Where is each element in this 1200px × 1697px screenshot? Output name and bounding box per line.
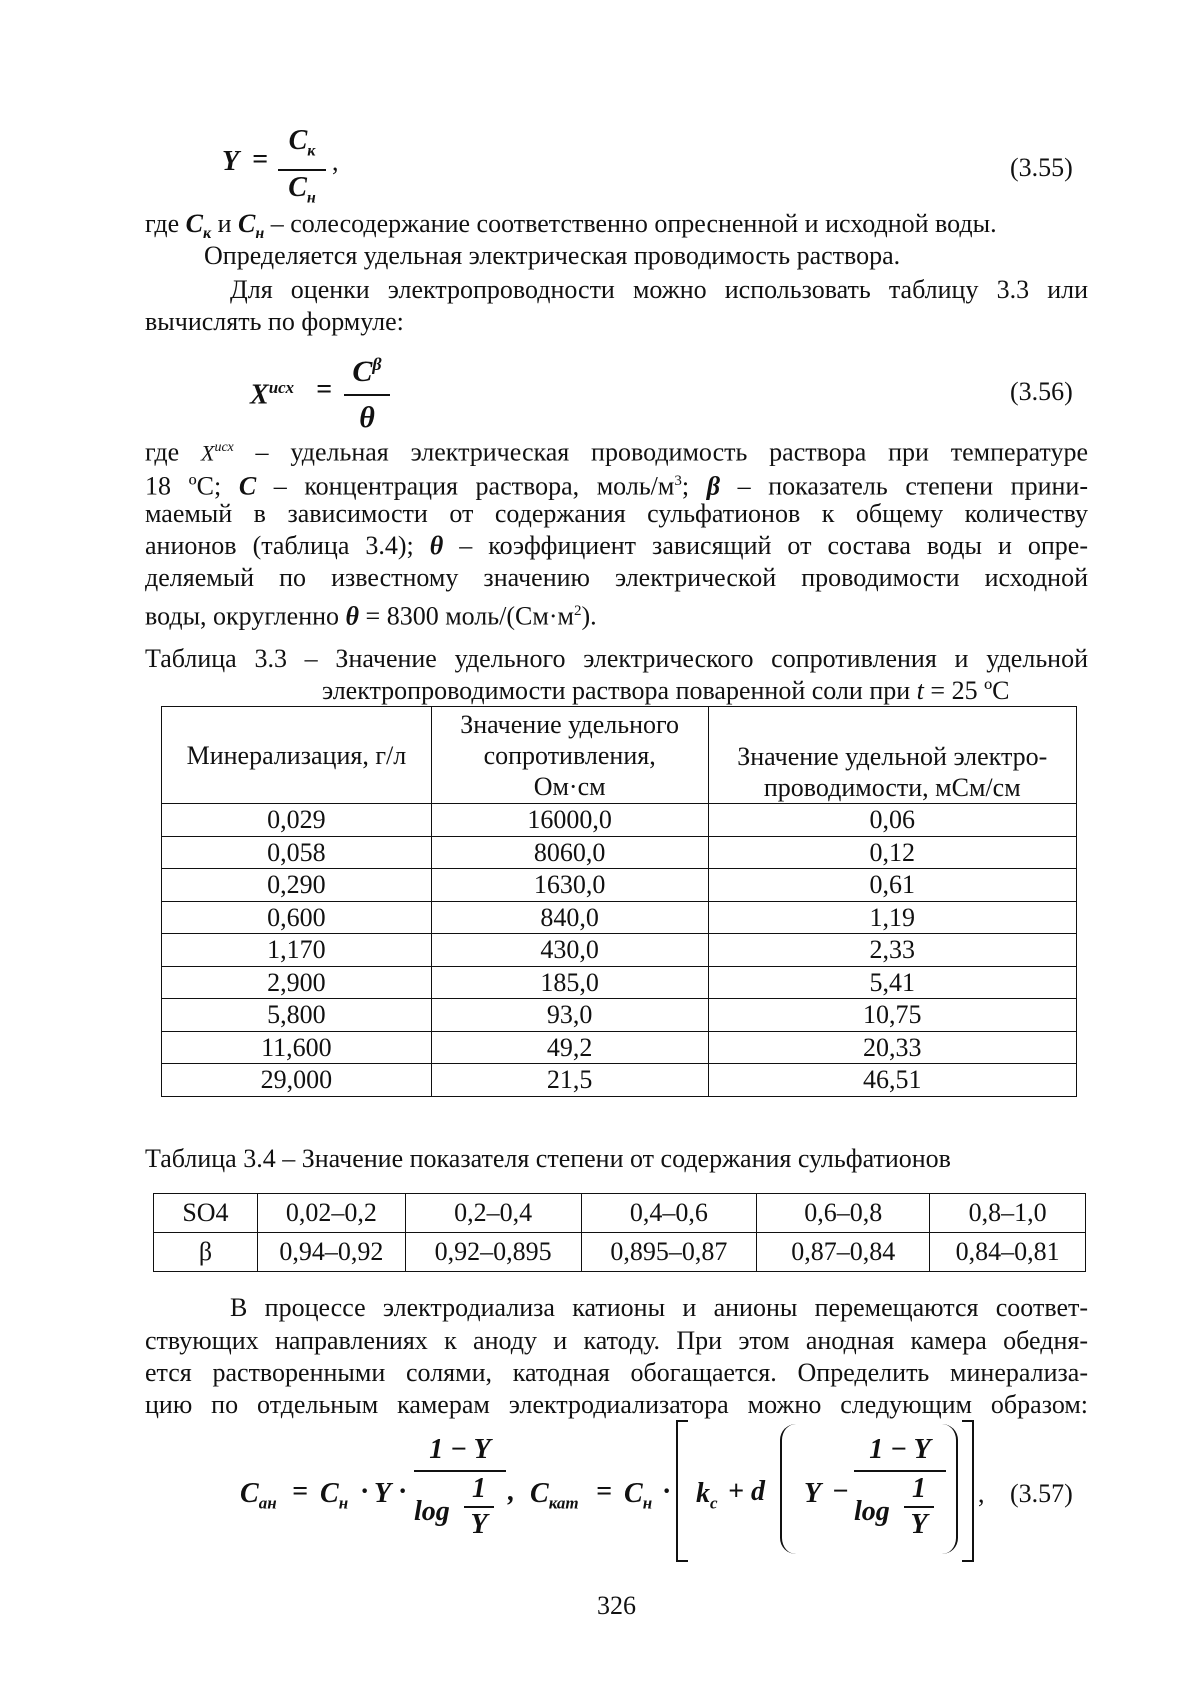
formula-355-lhs: Y	[222, 146, 240, 177]
table-cell: 0,029	[162, 804, 432, 837]
formula-3-56	[250, 342, 410, 438]
formula-3-57	[240, 1420, 960, 1570]
table-3-4	[153, 1193, 1086, 1272]
formula-357-plus-d: + d	[728, 1476, 765, 1507]
table-cell: SO4	[154, 1194, 258, 1233]
table-cell: 0,4–0,6	[581, 1194, 757, 1233]
formula-357-eq2: =	[596, 1476, 612, 1507]
formula-357-paren-left	[780, 1424, 798, 1554]
table-row-so4	[154, 1194, 1086, 1233]
formula-357-frac1	[414, 1430, 506, 1562]
formula-357-eq1: =	[292, 1476, 308, 1507]
formula-356-num: $C^\beta$	[344, 342, 390, 396]
equation-number-3-57: (3.57)	[1010, 1479, 1073, 1508]
table-cell: 21,5	[431, 1064, 708, 1097]
paragraph-conductivity-determined: Определяется удельная электрическая проводимость раствора.	[204, 241, 901, 270]
table-cell: 0,8–1,0	[930, 1194, 1086, 1233]
formula-357-c-n1: $C_н$	[320, 1478, 349, 1513]
table-row	[162, 901, 1077, 934]
table-cell: 0,94–0,92	[257, 1233, 405, 1272]
table-row	[162, 804, 1077, 837]
table-header-resistance: Значение удельного сопротивления, Ом·см	[431, 707, 708, 804]
table-header-row	[162, 707, 1077, 804]
formula-356-fraction	[344, 342, 390, 440]
paragraph-where-line2: 18 ºС; C – концентрация раствора, моль/$м^3$; β – показатель степени прини-	[145, 471, 1088, 501]
table-3-3	[161, 706, 1077, 1097]
table-3-3-caption-line1: Таблица 3.3 – Значение удельного электрического сопротивления и удельной	[145, 644, 1088, 673]
table-cell: 1,170	[162, 934, 432, 967]
table-cell: 0,87–0,84	[757, 1233, 930, 1272]
table-cell: 0,6–0,8	[757, 1194, 930, 1233]
table-cell: 29,000	[162, 1064, 432, 1097]
formula-357-frac2	[854, 1430, 946, 1562]
table-cell: 0,600	[162, 901, 432, 934]
table-row	[162, 869, 1077, 902]
table-cell: 16000,0	[431, 804, 708, 837]
paragraph-electrodialysis-line1: В процессе электродиализа катионы и анионы перемещаются соответ-	[230, 1293, 1088, 1322]
formula-355-den: $C_н$	[288, 171, 316, 207]
paragraph-electrodialysis-line2: ствующих направлениях к аноду и катоду. При этом анодная камера обедня-	[145, 1326, 1088, 1355]
formula-357-end-comma: ,	[978, 1479, 985, 1508]
table-row	[162, 966, 1077, 999]
formula-357-frac2-den: log 1 Y	[854, 1472, 946, 1562]
formula-357-y1: Y	[374, 1478, 392, 1509]
formula-356-den: θ	[359, 401, 375, 434]
table-3-4-caption: Таблица 3.4 – Значение показателя степени от содержания сульфатионов	[145, 1144, 951, 1173]
table-cell: 0,84–0,81	[930, 1233, 1086, 1272]
table-cell: 49,2	[431, 1031, 708, 1064]
table-row	[162, 1064, 1077, 1097]
table-cell: 5,41	[708, 966, 1076, 999]
table-row	[162, 934, 1077, 967]
table-cell: 5,800	[162, 999, 432, 1032]
table-cell: 185,0	[431, 966, 708, 999]
formula-357-c-kat: $C_{кат}$	[530, 1478, 579, 1513]
table-cell: 1630,0	[431, 869, 708, 902]
table-cell: 430,0	[431, 934, 708, 967]
table-cell: 0,06	[708, 804, 1076, 837]
formula-357-minus: −	[832, 1476, 849, 1507]
paragraph-where-line6: воды, округленно θ = 8300 моль/$(См\cdot м^2)$.	[145, 601, 597, 631]
paragraph-salinity-definition: где $C_к$ и $C_н$ – солесодержание соответственно опресненной и исходной воды.	[145, 209, 997, 243]
formula-357-dot3: ·	[662, 1476, 672, 1507]
paragraph-where-line5: деляемый по известному значению электрической проводимости исходной	[145, 563, 1088, 592]
formula-355-comma: ,	[332, 147, 339, 176]
table-cell: 46,51	[708, 1064, 1076, 1097]
table-cell: 0,895–0,87	[581, 1233, 757, 1272]
table-header-conductivity: Значение удельной электро- проводимости, мСм/см	[708, 707, 1076, 804]
formula-357-frac2-num: 1 − Y	[854, 1430, 946, 1472]
formula-355-fraction	[278, 124, 326, 215]
formula-357-y2: Y	[804, 1478, 822, 1509]
table-cell: 0,12	[708, 836, 1076, 869]
table-cell: 2,33	[708, 934, 1076, 967]
table-cell: 1,19	[708, 901, 1076, 934]
formula-357-k: $k_с$	[696, 1478, 718, 1513]
formula-357-comma: ,	[508, 1476, 515, 1507]
table-row	[162, 836, 1077, 869]
formula-356-lhs: $X^{исх}$	[250, 378, 294, 411]
formula-357-c-n2: $C_н$	[624, 1478, 653, 1513]
table-cell: 0,058	[162, 836, 432, 869]
formula-357-c-an: $C_{ан}$	[240, 1478, 277, 1513]
page-number: 326	[597, 1591, 636, 1620]
formula-356-eq: =	[316, 374, 332, 405]
table-cell: 93,0	[431, 999, 708, 1032]
table-cell: 11,600	[162, 1031, 432, 1064]
table-cell: 840,0	[431, 901, 708, 934]
paragraph-electrodialysis-line4: цию по отдельным камерам электродиализатора можно следующим образом:	[145, 1390, 1088, 1419]
table-row	[162, 999, 1077, 1032]
table-cell: 20,33	[708, 1031, 1076, 1064]
equation-number-3-56: (3.56)	[1010, 377, 1073, 406]
table-cell: 10,75	[708, 999, 1076, 1032]
paragraph-where-line1: где $X^{исх}$ – удельная электрическая проводимость раствора при температуре	[145, 437, 1088, 467]
table-cell: 0,290	[162, 869, 432, 902]
paragraph-where-line4: анионов (таблица 3.4); θ – коэффициент зависящий от состава воды и опре-	[145, 531, 1088, 560]
table-header-mineralization: Минерализация, г/л	[162, 707, 432, 804]
table-cell: 0,2–0,4	[405, 1194, 581, 1233]
formula-355-num: $C_к$	[278, 124, 326, 171]
table-cell: 0,61	[708, 869, 1076, 902]
formula-357-bracket-left	[676, 1420, 688, 1562]
paragraph-estimate-line2: вычислять по формуле:	[145, 307, 404, 336]
table-row-beta	[154, 1233, 1086, 1272]
formula-357-frac1-num: 1 − Y	[414, 1430, 506, 1472]
paragraph-electrodialysis-line3: ется растворенными солями, катодная обогащается. Определить минерализа-	[145, 1358, 1088, 1387]
formula-357-bracket-right	[962, 1420, 974, 1562]
table-cell: β	[154, 1233, 258, 1272]
formula-357-dot1: ·	[360, 1476, 370, 1507]
table-cell: 8060,0	[431, 836, 708, 869]
formula-357-frac1-den: log 1 Y	[414, 1472, 506, 1562]
formula-355-eq: =	[252, 144, 268, 175]
paragraph-where-line3: маемый в зависимости от содержания сульфатионов к общему количеству	[145, 499, 1088, 528]
table-cell: 0,02–0,2	[257, 1194, 405, 1233]
table-cell: 2,900	[162, 966, 432, 999]
table-row	[162, 1031, 1077, 1064]
formula-357-paren-right	[940, 1424, 958, 1554]
equation-number-3-55: (3.55)	[1010, 153, 1073, 182]
table-cell: 0,92–0,895	[405, 1233, 581, 1272]
paragraph-estimate-line1: Для оценки электропроводности можно использовать таблицу 3.3 или	[230, 275, 1088, 304]
table-3-3-caption-line2: электропроводимости раствора поваренной соли при t = 25 ºС	[322, 676, 1010, 705]
formula-357-dot2: ·	[398, 1476, 408, 1507]
